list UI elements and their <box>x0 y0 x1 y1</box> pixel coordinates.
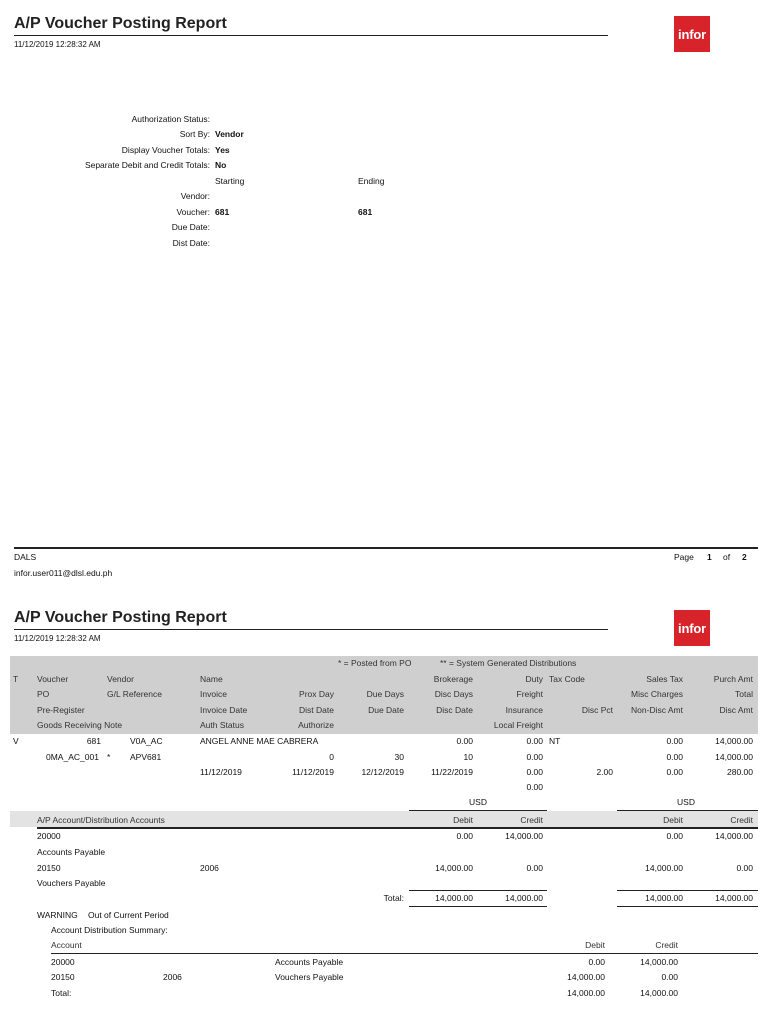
title-rule-2 <box>14 629 608 630</box>
footer-rule <box>14 547 758 549</box>
dist-credit-2: 14,000.00 <box>715 831 753 841</box>
distribution-header-credit-2: Credit <box>730 815 753 825</box>
col-header-gl-reference: G/L Reference <box>107 689 162 699</box>
col-header-pre-register: Pre-Register <box>37 705 85 715</box>
col-header-local-freight: Local Freight <box>493 720 543 730</box>
summary-total-credit: 14,000.00 <box>640 988 678 998</box>
voucher-freight: 0.00 <box>526 752 543 762</box>
dist-description: Vouchers Payable <box>37 878 106 888</box>
dist-date-label: Dist Date: <box>172 238 210 248</box>
totals-credit-2: 14,000.00 <box>715 893 753 903</box>
col-header-purch-amt: Purch Amt <box>713 674 753 684</box>
dist-account: 20000 <box>37 831 61 841</box>
footer-email: infor.user011@dlsl.edu.ph <box>14 568 113 578</box>
voucher-sales-tax: 0.00 <box>666 736 683 746</box>
dist-debit: 14,000.00 <box>435 863 473 873</box>
starting-label: Starting <box>215 176 245 186</box>
display-totals-label: Display Voucher Totals: <box>121 145 210 155</box>
ending-label: Ending <box>358 176 385 186</box>
voucher-due-date: 12/12/2019 <box>361 767 404 777</box>
col-header-freight: Freight <box>516 689 543 699</box>
totals-rule-1 <box>409 890 547 891</box>
col-header-disc-date: Disc Date <box>436 705 473 715</box>
voucher-disc-days: 10 <box>463 752 473 762</box>
summary-credit: 14,000.00 <box>640 957 678 967</box>
col-header-voucher: Voucher <box>37 674 69 684</box>
voucher-start: 681 <box>215 207 230 217</box>
voucher-type: V <box>13 736 19 746</box>
separate-totals-value: No <box>215 160 227 170</box>
col-header-vendor: Vendor <box>107 674 134 684</box>
totals-debit-2: 14,000.00 <box>645 893 683 903</box>
due-date-label: Due Date: <box>171 222 210 232</box>
voucher-vendor-name: ANGEL ANNE MAE CABRERA <box>200 736 319 746</box>
col-header-dist-date: Dist Date <box>299 705 334 715</box>
col-header-due-date: Due Date <box>368 705 404 715</box>
voucher-local-freight: 0.00 <box>526 782 543 792</box>
col-header-authorize: Authorize <box>298 720 334 730</box>
col-header-invoice-date: Invoice Date <box>200 705 248 715</box>
col-header-due-days: Due Days <box>366 689 404 699</box>
voucher-dist-date: 11/12/2019 <box>292 767 334 777</box>
legend-system-generated: ** = System Generated Distributions <box>440 658 577 668</box>
col-header-disc-days: Disc Days <box>434 689 473 699</box>
voucher-non-disc-amt: 0.00 <box>666 767 683 777</box>
voucher-po-flag: * <box>107 752 111 762</box>
col-header-prox-day: Prox Day <box>299 689 334 699</box>
distribution-header-rule <box>37 827 758 829</box>
summary-total-debit: 14,000.00 <box>567 988 605 998</box>
voucher-duty: 0.00 <box>526 736 543 746</box>
distribution-header-label: A/P Account/Distribution Accounts <box>37 815 165 825</box>
infor-logo: infor <box>674 16 710 52</box>
totals-label: Total: <box>383 893 404 903</box>
voucher-disc-date: 11/22/2019 <box>431 767 473 777</box>
auth-status-label: Authorization Status: <box>131 114 210 124</box>
report-title: A/P Voucher Posting Report <box>14 15 227 32</box>
col-header-insurance: Insurance <box>505 705 543 715</box>
summary-debit: 0.00 <box>588 957 605 967</box>
report-title-2: A/P Voucher Posting Report <box>14 609 227 626</box>
voucher-purch-amt: 14,000.00 <box>715 736 753 746</box>
col-header-invoice: Invoice <box>200 689 227 699</box>
col-header-disc-pct: Disc Pct <box>581 705 613 715</box>
summary-total-label: Total: <box>51 988 72 998</box>
report-timestamp: 11/12/2019 12:28:32 AM <box>14 40 101 49</box>
col-header-sales-tax: Sales Tax <box>646 674 683 684</box>
totals-rule-2 <box>617 890 758 891</box>
col-header-misc-charges: Misc Charges <box>631 689 683 699</box>
summary-description: Vouchers Payable <box>275 972 344 982</box>
summary-account: 20000 <box>51 957 75 967</box>
sort-by-value: Vendor <box>215 129 244 139</box>
summary-header-credit: Credit <box>655 940 678 950</box>
col-header-t: T <box>13 674 19 684</box>
currency-label-2: USD <box>677 797 695 807</box>
totals-underline-2 <box>617 906 758 907</box>
voucher-number: 681 <box>86 736 101 746</box>
summary-header-account: Account <box>51 940 82 950</box>
legend-posted-from-po: * = Posted from PO <box>338 658 412 668</box>
voucher-due-days: 30 <box>394 752 404 762</box>
display-totals-value: Yes <box>215 145 230 155</box>
totals-credit: 14,000.00 <box>505 893 543 903</box>
footer-page-total: 2 <box>742 552 747 562</box>
summary-account: 20150 <box>51 972 75 982</box>
dist-credit: 14,000.00 <box>505 831 543 841</box>
dist-debit: 0.00 <box>456 831 473 841</box>
col-header-non-disc-amt: Non-Disc Amt <box>631 705 683 715</box>
dist-account: 20150 <box>37 863 61 873</box>
col-header-tax-code: Tax Code <box>549 674 585 684</box>
col-header-total: Total <box>735 689 753 699</box>
col-header-duty: Duty <box>525 674 543 684</box>
summary-header-rule <box>51 953 758 954</box>
col-header-brokerage: Brokerage <box>433 674 473 684</box>
summary-description: Accounts Payable <box>275 957 344 967</box>
dist-reference: 2006 <box>200 863 219 873</box>
sort-by-label: Sort By: <box>179 129 210 139</box>
dist-debit-2: 14,000.00 <box>645 863 683 873</box>
title-rule <box>14 35 608 36</box>
col-header-disc-amt: Disc Amt <box>719 705 753 715</box>
distribution-header-debit-1: Debit <box>453 815 473 825</box>
distribution-header-debit-2: Debit <box>663 815 683 825</box>
voucher-gl-ref: APV681 <box>130 752 162 762</box>
voucher-brokerage: 0.00 <box>456 736 473 746</box>
summary-debit: 14,000.00 <box>567 972 605 982</box>
voucher-po: 0MA_AC_001 <box>46 752 99 762</box>
summary-title: Account Distribution Summary: <box>51 925 168 935</box>
dist-description: Accounts Payable <box>37 847 106 857</box>
infor-logo-2: infor <box>674 610 710 646</box>
voucher-label: Voucher: <box>176 207 210 217</box>
voucher-insurance: 0.00 <box>526 767 543 777</box>
totals-debit: 14,000.00 <box>435 893 473 903</box>
voucher-disc-pct: 2.00 <box>596 767 613 777</box>
voucher-end: 681 <box>358 207 373 217</box>
warning-label: WARNING <box>37 910 78 920</box>
footer-site: DALS <box>14 552 37 562</box>
footer-page-num: 1 <box>707 552 712 562</box>
footer-page-label: Page <box>674 552 694 562</box>
vendor-label: Vendor: <box>180 191 210 201</box>
voucher-tax-code: NT <box>549 736 561 746</box>
dist-debit-2: 0.00 <box>666 831 683 841</box>
totals-underline-1 <box>409 906 547 907</box>
dist-credit-2: 0.00 <box>736 863 753 873</box>
voucher-vendor: V0A_AC <box>130 736 163 746</box>
separate-totals-label: Separate Debit and Credit Totals: <box>84 160 210 170</box>
col-header-goods-receiving-note: Goods Receiving Note <box>37 720 123 730</box>
voucher-misc-charges: 0.00 <box>666 752 683 762</box>
distribution-header-credit-1: Credit <box>520 815 543 825</box>
currency-label-1: USD <box>469 797 487 807</box>
voucher-prox-day: 0 <box>329 752 334 762</box>
summary-reference: 2006 <box>163 972 182 982</box>
summary-header-debit: Debit <box>585 940 605 950</box>
footer-of-label: of <box>723 552 731 562</box>
col-header-po: PO <box>37 689 50 699</box>
report-timestamp-2: 11/12/2019 12:28:32 AM <box>14 634 101 643</box>
col-header-auth-status: Auth Status <box>200 720 244 730</box>
voucher-disc-amt: 280.00 <box>727 767 753 777</box>
warning-text: Out of Current Period <box>88 910 169 920</box>
voucher-total: 14,000.00 <box>715 752 753 762</box>
dist-credit: 0.00 <box>526 863 543 873</box>
voucher-invoice-date: 11/12/2019 <box>200 767 242 777</box>
col-header-name: Name <box>200 674 223 684</box>
summary-credit: 0.00 <box>661 972 678 982</box>
